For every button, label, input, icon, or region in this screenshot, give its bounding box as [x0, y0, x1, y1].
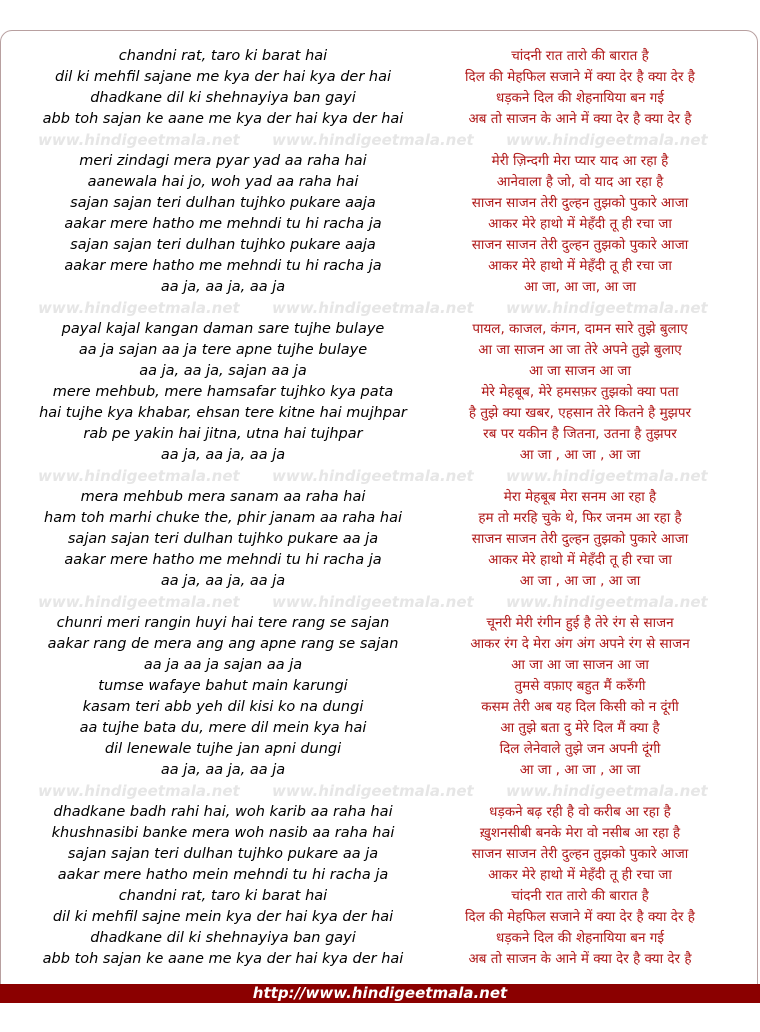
lyric-hindi: धड़कने बढ़ रही है वो करीब आ रहा है: [489, 804, 671, 820]
lyric-english: abb toh sajan ke aane me kya der hai kya der hai: [42, 111, 404, 127]
lyric-line: [0, 634, 760, 655]
lyric-english: aakar rang de mera ang ang apne rang se sajan: [47, 636, 399, 652]
lyric-english: aa tujhe bata du, mere dil mein kya hai: [79, 720, 367, 736]
lyric-english: chunri meri rangin huyi hai tere rang se sajan: [56, 615, 390, 631]
lyric-hindi: धड़कने दिल की शेहनायिया बन गई: [496, 90, 664, 106]
watermark-text: www.hindigeetmala.net: [506, 299, 708, 317]
lyric-english: dhadkane dil ki shehnayiya ban gayi: [90, 90, 356, 106]
lyric-line: [0, 676, 760, 697]
lyric-english: tumse wafaye bahut main karungi: [98, 678, 348, 694]
watermark-text: www.hindigeetmala.net: [272, 299, 474, 317]
lyric-line: [0, 844, 760, 865]
lyric-english: meri zindagi mera pyar yad aa raha hai: [79, 153, 367, 169]
watermark-text: www.hindigeetmala.net: [506, 467, 708, 485]
lyric-hindi: साजन साजन तेरी दुल्हन तुझको पुकारे आजा: [471, 237, 689, 253]
lyric-line: [0, 445, 760, 466]
lyric-english: kasam teri abb yeh dil kisi ko na dungi: [82, 699, 364, 715]
lyric-english: aa ja sajan aa ja tere apne tujhe bulaye: [78, 342, 368, 358]
lyric-english: sajan sajan teri dulhan tujhko pukare aa ja: [67, 531, 379, 547]
lyric-english: sajan sajan teri dulhan tujhko pukare aaja: [70, 195, 376, 211]
lyric-line: [0, 928, 760, 949]
lyric-english: chandni rat, taro ki barat hai: [118, 48, 328, 64]
lyric-hindi: अब तो साजन के आने में क्या देर है क्या देर है: [468, 111, 692, 127]
lyric-line: [0, 172, 760, 193]
lyric-english: dhadkane badh rahi hai, woh karib aa raha hai: [53, 804, 393, 820]
footer-bar: [0, 984, 760, 1003]
lyric-hindi: चांदनी रात तारो की बारात है: [511, 48, 649, 64]
lyric-line: [0, 361, 760, 382]
watermark-text: www.hindigeetmala.net: [38, 467, 240, 485]
lyric-hindi: धड़कने दिल की शेहनायिया बन गई: [496, 930, 664, 946]
lyric-hindi: चूनरी मेरी रंगीन हुई है तेरे रंग से साजन: [486, 615, 674, 631]
lyric-line: [0, 193, 760, 214]
lyric-line: [0, 865, 760, 886]
lyric-english: aakar mere hatho me mehndi tu hi racha ja: [64, 258, 382, 274]
lyric-hindi: आकर मेरे हाथो में मेहँदी तू ही रचा जा: [488, 216, 672, 232]
lyric-english: aa ja aa ja sajan aa ja: [143, 657, 303, 673]
lyric-line: [0, 613, 760, 634]
lyric-english: dil ki mehfil sajane me kya der hai kya der hai: [54, 69, 392, 85]
lyric-line: [0, 487, 760, 508]
lyric-hindi: आकर मेरे हाथो में मेहँदी तू ही रचा जा: [488, 258, 672, 274]
lyric-line: [0, 823, 760, 844]
watermark-row: [0, 298, 760, 319]
lyric-hindi: कसम तेरी अब यह दिल किसी को न दूंगी: [481, 699, 679, 715]
watermark-row: [0, 466, 760, 487]
lyric-line: [0, 760, 760, 781]
lyric-line: [0, 907, 760, 928]
lyric-english: abb toh sajan ke aane me kya der hai kya der hai: [42, 951, 404, 967]
lyric-hindi: है तुझे क्या खबर, एहसान तेरे कितने है मुझपर: [468, 405, 692, 421]
lyric-hindi: आ जा , आ जा , आ जा: [519, 573, 641, 589]
lyric-english: aakar mere hatho mein mehndi tu hi racha ja: [57, 867, 389, 883]
lyric-line: [0, 277, 760, 298]
lyric-hindi: आकर रंग दे मेरा अंग अंग अपने रंग से साजन: [470, 636, 690, 652]
lyric-hindi: साजन साजन तेरी दुल्हन तुझको पुकारे आजा: [471, 846, 689, 862]
lyric-english: dil ki mehfil sajne mein kya der hai kya der hai: [52, 909, 394, 925]
lyric-english: mera mehbub mera sanam aa raha hai: [80, 489, 366, 505]
lyric-english: aa ja, aa ja, sajan aa ja: [139, 363, 307, 379]
lyric-hindi: आ जा साजन आ जा: [529, 363, 631, 379]
lyric-hindi: आ जा आ जा साजन आ जा: [511, 657, 649, 673]
lyric-english: dil lenewale tujhe jan apni dungi: [104, 741, 342, 757]
lyric-hindi: साजन साजन तेरी दुल्हन तुझको पुकारे आजा: [471, 531, 689, 547]
lyric-hindi: मेरे मेहबूब, मेरे हमसफ़र तुझको क्या पता: [481, 384, 679, 400]
lyric-english: ham toh marhi chuke the, phir janam aa raha hai: [44, 510, 402, 526]
lyric-english: aa ja, aa ja, aa ja: [160, 762, 286, 778]
lyric-english: hai tujhe kya khabar, ehsan tere kitne hai mujhpar: [39, 405, 407, 421]
lyric-hindi: आ जा साजन आ जा तेरे अपने तुझे बुलाए: [478, 342, 682, 358]
lyric-english: sajan sajan teri dulhan tujhko pukare aaja: [70, 237, 376, 253]
lyric-line: [0, 739, 760, 760]
lyric-hindi: आ जा , आ जा , आ जा: [519, 762, 641, 778]
lyric-hindi: मेरी ज़िन्दगी मेरा प्यार याद आ रहा है: [491, 153, 669, 169]
lyric-line: [0, 256, 760, 277]
lyric-hindi: पायल, काजल, कंगन, दामन सारे तुझे बुलाए: [472, 321, 688, 337]
lyric-hindi: अब तो साजन के आने में क्या देर है क्या देर है: [468, 951, 692, 967]
lyric-hindi: दिल लेनेवाले तुझे जन अपनी दूंगी: [499, 741, 661, 757]
lyric-english: aa ja, aa ja, aa ja: [160, 447, 286, 463]
lyric-line: [0, 46, 760, 67]
watermark-text: www.hindigeetmala.net: [506, 782, 708, 800]
lyric-line: [0, 67, 760, 88]
footer-url[interactable]: http://www.hindigeetmala.net: [252, 984, 508, 1002]
lyric-line: [0, 571, 760, 592]
lyric-line: [0, 529, 760, 550]
watermark-text: www.hindigeetmala.net: [38, 299, 240, 317]
lyric-line: [0, 802, 760, 823]
lyric-hindi: मेरा मेहबूब मेरा सनम आ रहा है: [503, 489, 657, 505]
lyric-english: payal kajal kangan daman sare tujhe bulaye: [61, 321, 385, 337]
lyric-line: [0, 340, 760, 361]
lyric-line: [0, 655, 760, 676]
lyric-english: chandni rat, taro ki barat hai: [118, 888, 328, 904]
lyric-line: [0, 382, 760, 403]
lyric-english: sajan sajan teri dulhan tujhko pukare aa ja: [67, 846, 379, 862]
lyric-line: [0, 949, 760, 970]
lyric-line: [0, 550, 760, 571]
lyric-hindi: आकर मेरे हाथो में मेहँदी तू ही रचा जा: [488, 867, 672, 883]
lyric-hindi: दिल की मेहफिल सजाने में क्या देर है क्या देर है: [465, 69, 695, 85]
watermark-row: [0, 130, 760, 151]
lyric-line: [0, 508, 760, 529]
lyric-hindi: हम तो मरहि चुके थे, फिर जनम आ रहा है: [478, 510, 682, 526]
lyric-hindi: रब पर यकीन है जितना, उतना है तुझपर: [483, 426, 677, 442]
lyric-english: rab pe yakin hai jitna, utna hai tujhpar: [83, 426, 363, 442]
lyric-line: [0, 319, 760, 340]
lyric-english: mere mehbub, mere hamsafar tujhko kya pata: [52, 384, 394, 400]
lyric-hindi: आ जा , आ जा , आ जा: [519, 447, 641, 463]
lyric-english: aa ja, aa ja, aa ja: [160, 279, 286, 295]
lyric-hindi: तुमसे वफ़ाए बहुत मैं करुँगी: [514, 678, 646, 694]
lyric-english: aakar mere hatho me mehndi tu hi racha ja: [64, 216, 382, 232]
lyric-hindi: चांदनी रात तारो की बारात है: [511, 888, 649, 904]
lyric-line: [0, 886, 760, 907]
lyric-english: aanewala hai jo, woh yad aa raha hai: [87, 174, 359, 190]
lyric-line: [0, 88, 760, 109]
lyric-line: [0, 697, 760, 718]
lyric-line: [0, 151, 760, 172]
watermark-text: www.hindigeetmala.net: [272, 593, 474, 611]
lyric-english: aakar mere hatho me mehndi tu hi racha ja: [64, 552, 382, 568]
watermark-text: www.hindigeetmala.net: [506, 593, 708, 611]
watermark-row: [0, 592, 760, 613]
watermark-text: www.hindigeetmala.net: [38, 131, 240, 149]
lyric-hindi: दिल की मेहफिल सजाने में क्या देर है क्या देर है: [465, 909, 695, 925]
lyric-line: [0, 424, 760, 445]
watermark-text: www.hindigeetmala.net: [38, 782, 240, 800]
lyric-hindi: आ तुझे बता दु मेरे दिल मैं क्या है: [500, 720, 660, 736]
lyric-hindi: आनेवाला है जो, वो याद आ रहा है: [496, 174, 664, 190]
lyric-hindi: आ जा, आ जा, आ जा: [524, 279, 636, 295]
lyrics-content: [0, 46, 760, 970]
lyric-hindi: साजन साजन तेरी दुल्हन तुझको पुकारे आजा: [471, 195, 689, 211]
watermark-text: www.hindigeetmala.net: [38, 593, 240, 611]
lyric-line: [0, 403, 760, 424]
watermark-row: [0, 781, 760, 802]
lyric-hindi: ख़ुशनसीबी बनके मेरा वो नसीब आ रहा है: [479, 825, 681, 841]
watermark-text: www.hindigeetmala.net: [506, 131, 708, 149]
lyric-english: khushnasibi banke mera woh nasib aa raha hai: [51, 825, 395, 841]
lyric-line: [0, 235, 760, 256]
lyric-english: aa ja, aa ja, aa ja: [160, 573, 286, 589]
lyric-hindi: आकर मेरे हाथो में मेहँदी तू ही रचा जा: [488, 552, 672, 568]
lyric-english: dhadkane dil ki shehnayiya ban gayi: [90, 930, 356, 946]
lyric-line: [0, 718, 760, 739]
watermark-text: www.hindigeetmala.net: [272, 782, 474, 800]
lyric-line: [0, 214, 760, 235]
watermark-text: www.hindigeetmala.net: [272, 467, 474, 485]
lyric-line: [0, 109, 760, 130]
watermark-text: www.hindigeetmala.net: [272, 131, 474, 149]
